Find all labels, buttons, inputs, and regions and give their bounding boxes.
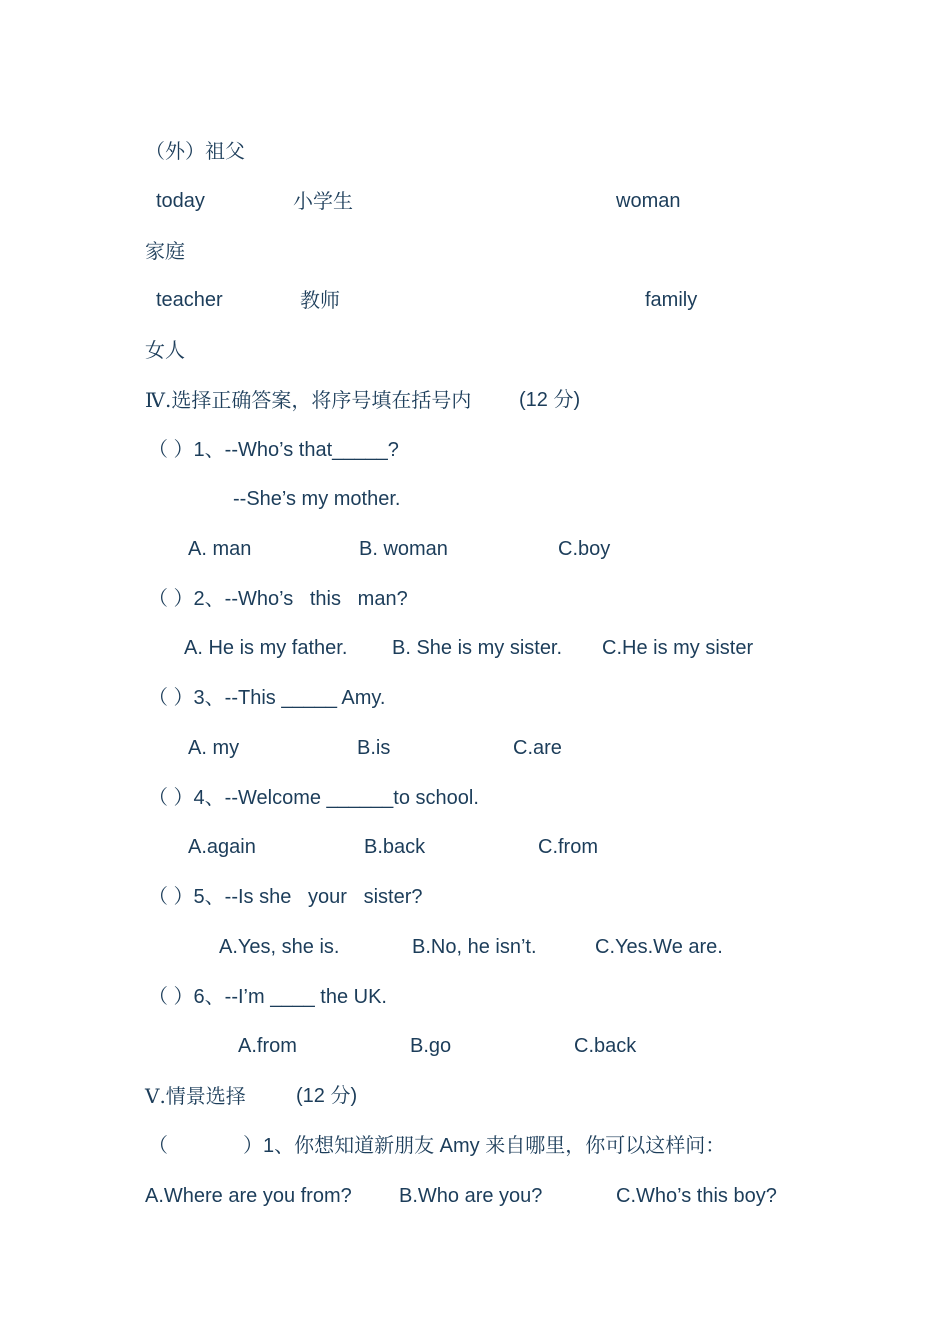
section-5-question-1-option-b: B.Who are you? — [399, 1185, 543, 1207]
question-3-option-b: B.is — [357, 737, 391, 759]
question-4: （ ）4、--Welcome ______to school. — [148, 787, 479, 809]
question-1-option-b: B. woman — [359, 538, 448, 560]
section-5-question-1-bracket: （ — [148, 1135, 168, 1157]
question-3: （ ）3、--This _____ Amy. — [148, 687, 386, 709]
section-5-title: Ⅴ.情景选择 — [145, 1084, 246, 1108]
section-4-title: Ⅳ.选择正确答案，将序号填在括号内 — [145, 388, 472, 412]
question-1-option-c: C.boy — [558, 538, 611, 560]
vocab-family: family — [645, 289, 698, 311]
question-2-option-a: A. He is my father. — [184, 637, 348, 659]
vocab-teacher-cn: 教师 — [300, 288, 340, 312]
question-5-option-b: B.No, he isn’t. — [412, 936, 537, 958]
question-3-option-c: C.are — [513, 737, 562, 759]
vocab-pupil-cn: 小学生 — [293, 189, 353, 213]
section-5-question-1-option-a: A.Where are you from? — [145, 1185, 352, 1207]
question-4-option-b: B.back — [364, 836, 426, 858]
section-5-question-1: ）1、你想知道新朋友 Amy 来自哪里，你可以这样问： — [243, 1135, 726, 1157]
question-4-option-c: C.from — [538, 836, 598, 858]
question-1-answer-line: --She’s my mother. — [233, 488, 401, 510]
vocab-grandfather-cn: （外）祖父 — [145, 139, 245, 163]
question-5: （ ）5、--Is she your sister? — [148, 886, 423, 908]
question-4-option-a: A.again — [188, 836, 256, 858]
question-1: （ ）1、--Who’s that_____? — [148, 439, 399, 461]
question-5-option-a: A.Yes, she is. — [219, 936, 340, 958]
vocab-teacher: teacher — [156, 289, 223, 311]
question-2-option-c: C.He is my sister — [602, 637, 754, 659]
section-5-score: (12 分) — [296, 1085, 358, 1107]
question-6-option-a: A.from — [238, 1035, 297, 1057]
vocab-woman: woman — [616, 190, 681, 212]
section-5-question-1-option-c: C.Who’s this boy? — [616, 1185, 777, 1207]
question-6-option-c: C.back — [574, 1035, 637, 1057]
vocab-family-cn: 家庭 — [145, 239, 185, 263]
question-3-option-a: A. my — [188, 737, 240, 759]
vocab-woman-cn: 女人 — [145, 338, 185, 362]
question-2-option-b: B. She is my sister. — [392, 637, 563, 659]
question-6: （ ）6、--I’m ____ the UK. — [148, 986, 387, 1008]
question-6-option-b: B.go — [410, 1035, 452, 1057]
question-1-option-a: A. man — [188, 538, 252, 560]
section-4-score: (12 分) — [519, 389, 581, 411]
vocab-today: today — [156, 190, 205, 212]
question-5-option-c: C.Yes.We are. — [595, 936, 723, 958]
question-2: （ ）2、--Who’s this man? — [148, 588, 408, 610]
